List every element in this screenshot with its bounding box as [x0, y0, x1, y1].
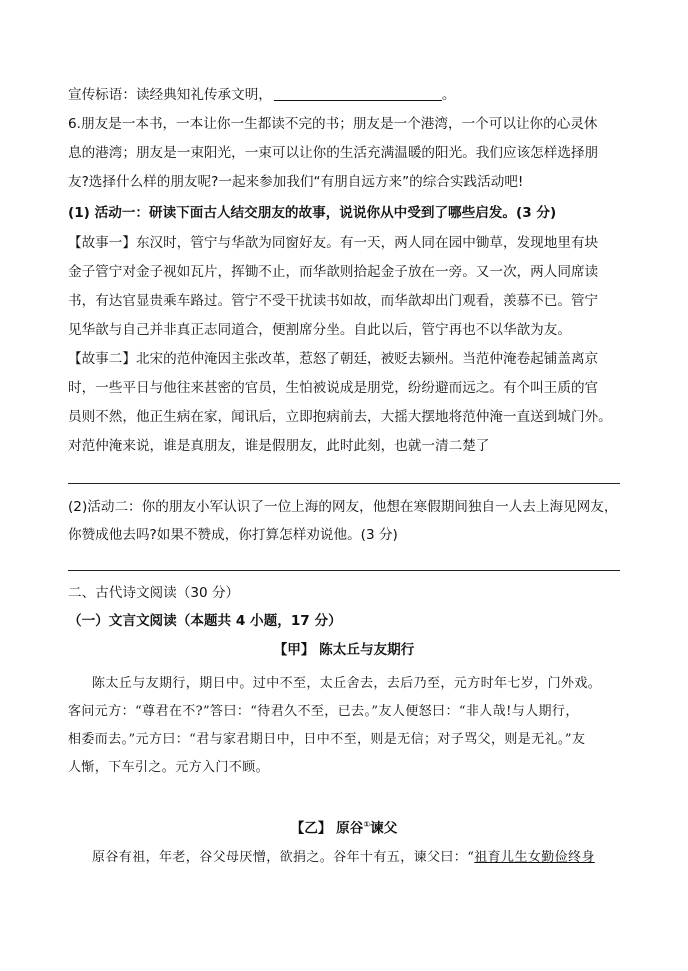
slogan-end: 。 [441, 87, 456, 103]
slogan-answer-blank[interactable] [274, 86, 442, 101]
passage-jia-title: 【甲】 陈太丘与友期行 [273, 642, 415, 658]
story-1-line-4: 见华歆与自己并非真正志同道合，便割席分坐。自此以后，管宁再也不以华歆为友。 [68, 322, 571, 338]
story-2-line-4: 对范仲淹来说，谁是真朋友，谁是假朋友，此时此刻，也就一清二楚了 [68, 438, 490, 454]
slogan-label: 宣传标语：读经典知礼传承文明， [68, 87, 272, 103]
passage-yi-underlined-text: 祖育儿生女勤俭终身 [474, 850, 595, 865]
passage-yi-title-b: 谏父 [370, 820, 398, 837]
passage-yi-title [0, 815, 688, 839]
passage-yi-title-a: 【乙】 原谷 [290, 820, 364, 837]
story-1-line-3: 书，有达官显贵乘车路过。管宁不受干扰读书如故，而华歆却出门观看，羡慕不已。管宁 [68, 293, 599, 309]
answer-line-1[interactable] [68, 483, 620, 484]
section-2-subheading: （一）文言文阅读（本题共 4 小题，17 分） [68, 613, 342, 629]
q6-intro-line-2: 息的港湾；朋友是一束阳光，一束可以让你的生活充满温暖的阳光。我们应该怎样选择朋 [68, 145, 599, 161]
passage-yi-text: 原谷有祖，年老，谷父母厌憎，欲捐之。谷年十有五，谏父曰：“ [92, 850, 475, 865]
activity-2-line-1: (2)活动二：你的朋友小军认识了一位上海的网友，他想在寒假期间独自一人去上海见网友， [68, 499, 618, 515]
slogan-line [68, 85, 456, 105]
story-2-line-2: 时，一些平日与他往来甚密的官员，生怕被说成是朋党，纷纷避而远之。有个叫王质的官 [68, 380, 599, 396]
story-1-line-2: 金子管宁对金子视如瓦片，挥锄不止，而华歆则拾起金子放在一旁。又一次，两人同席读 [68, 264, 599, 280]
story-1-line-1: 【故事一】东汉时，管宁与华歆为同窗好友。有一天，两人同在园中锄草，发现地里有块 [68, 235, 599, 251]
passage-jia-line-3: 相委而去。”元方曰：“君与家君期日中，日中不至，则是无信；对子骂父，则是无礼。”友 [68, 732, 586, 747]
section-2-heading: 二、古代诗文阅读（30 分） [68, 585, 240, 601]
story-2-line-3: 员则不然，他正生病在家，闻讯后，立即抱病前去，大摇大摆地将范仲淹一直送到城门外。 [68, 409, 612, 425]
passage-yi-line-1 [92, 848, 595, 868]
passage-jia-line-2: 客问元方：“尊君在不?”答曰：“待君久不至，已去。”友人便怒曰：“非人哉!与人期行， [68, 704, 579, 719]
answer-line-2[interactable] [68, 570, 620, 571]
q6-intro-line-3: 友?选择什么样的朋友呢?一起来参加我们“有朋自远方来”的综合实践活动吧! [68, 174, 524, 190]
activity-1-prompt: (1) 活动一：研读下面古人结交朋友的故事，说说你从中受到了哪些启发。(3 分) [68, 205, 557, 221]
passage-jia-line-4: 人惭，下车引之。元方入门不顾。 [68, 760, 270, 775]
footnote-marker: ① [363, 820, 371, 829]
story-2-line-1: 【故事二】北宋的范仲淹因主张改革，惹怒了朝廷，被贬去颍州。当范仲淹卷起铺盖离京 [68, 351, 599, 367]
passage-jia-line-1: 陈太丘与友期行，期日中。过中不至，太丘舍去，去后乃至，元方时年七岁，门外戏。 [92, 676, 602, 691]
q6-intro-line-1: 6.朋友是一本书，一本让你一生都读不完的书；朋友是一个港湾，一个可以让你的心灵休 [68, 116, 598, 132]
activity-2-line-2: 你赞成他去吗?如果不赞成，你打算怎样劝说他。(3 分) [68, 527, 398, 543]
